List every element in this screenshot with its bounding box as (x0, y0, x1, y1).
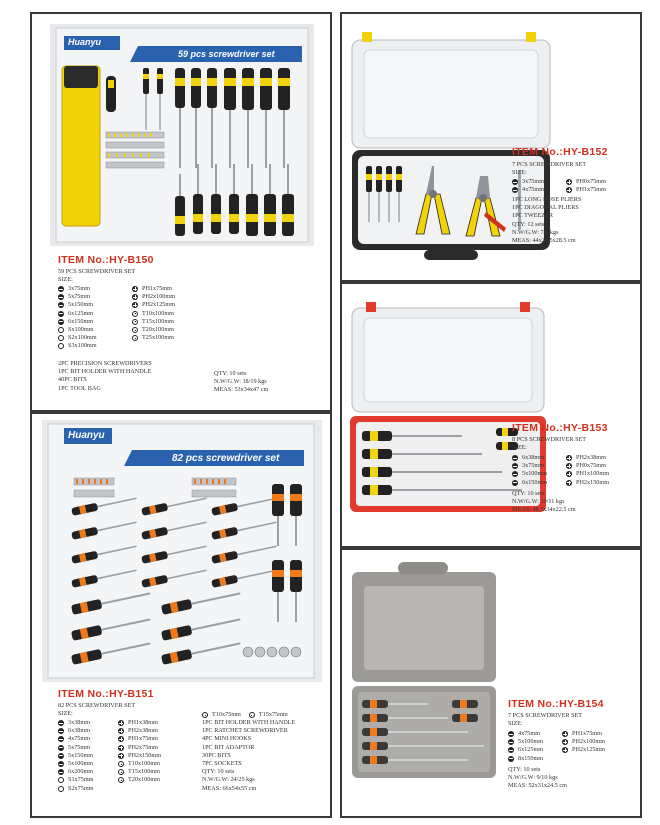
size-row (512, 470, 609, 478)
weight: N.W/G.W: 24/25 kgs (202, 776, 255, 784)
size-value: 4x75mm (518, 730, 541, 737)
phillips-icon (562, 739, 568, 745)
slotted-icon (58, 769, 64, 775)
size-value: PH2x38mm (128, 727, 158, 735)
slotted-icon (508, 731, 514, 737)
size-row (118, 735, 161, 743)
set-name-b154: 7 PCS SCREWDRIVER SET (508, 712, 583, 719)
size-value: PH1x38mm (128, 719, 158, 726)
phillips-icon (566, 471, 572, 477)
item-number-b152: ITEM No.:HY-B152 (512, 146, 608, 158)
spec-description-b153 (512, 436, 586, 452)
slotted-icon (58, 294, 64, 300)
slotted-icon (58, 302, 64, 308)
phillips-icon (118, 753, 124, 759)
item-number-b154: ITEM No.:HY-B154 (508, 698, 604, 710)
size-value: 3x75mm (68, 285, 91, 292)
torx-icon (202, 712, 208, 718)
size-row (512, 178, 606, 186)
slotted-icon (508, 739, 514, 745)
extra-item: 1PC LONG NOSE PLIERS (512, 196, 582, 203)
set-name-b152: 7 PCS SCREWDRIVER SET (512, 161, 587, 168)
size-column-left-b150 (58, 285, 97, 351)
torx-icon (118, 769, 124, 775)
size-row (58, 301, 97, 309)
size-row (508, 730, 605, 738)
size-value: 6x125mm (518, 746, 544, 754)
extra-item: 1PC RATCHET SCREWDRIVER (202, 727, 288, 735)
torx-icon (118, 761, 124, 767)
product-panel-b151 (30, 412, 332, 818)
size-value: 5x75mm (68, 293, 91, 301)
product-photo-b154 (348, 558, 500, 782)
size-value: PH1x75mm (128, 735, 158, 743)
slotted-icon (58, 720, 64, 726)
size-value: 4x75mm (522, 186, 545, 194)
spec-description-b154 (508, 712, 582, 728)
size-value: 5x100mm (68, 759, 94, 767)
size-value: 6x150mm (68, 317, 94, 325)
measurement: MEAS: 66x54x55 cm (202, 784, 257, 792)
set-name-b150: 59 PCS SCREWDRIVER SET (58, 268, 136, 275)
slotted-icon (512, 471, 518, 477)
phillips-icon (132, 302, 138, 308)
product-panel-b154 (340, 548, 642, 818)
measurement: MEAS: 52x31x24.5 cm (508, 782, 567, 790)
phillips-icon (566, 187, 572, 193)
size-row (58, 719, 93, 727)
phillips-icon (118, 728, 124, 734)
size-value: T20x100mm (128, 776, 160, 784)
size-row (202, 711, 288, 719)
size-row (58, 318, 97, 326)
extra-item: 7PC SOCKETS (202, 759, 242, 767)
spec-description-b150 (58, 268, 135, 284)
size-pairs-b152 (512, 178, 606, 194)
slotted-icon (512, 187, 518, 193)
packing-info-b153 (512, 490, 576, 515)
size-value: S2x100mm (68, 334, 97, 342)
slotted-icon (58, 736, 64, 742)
size-value: 6x125mm (68, 309, 94, 317)
size-value: T10x100mm (142, 309, 174, 317)
set-name-b153: 8 PCS SCREWDRIVER SET (512, 436, 587, 443)
size-value: PH2x125mm (572, 746, 606, 754)
size-value: 8x150mm (518, 754, 544, 762)
size-row (118, 752, 161, 760)
torx-icon (249, 712, 255, 718)
size-value: T10x100mm (128, 759, 160, 767)
extra-item: 2PC PRECISION SCREWDRIVERS (58, 360, 152, 367)
size-row (118, 719, 161, 727)
phillips-icon (132, 286, 138, 292)
size-label-b151: SIZE: (58, 710, 73, 718)
size-row (58, 744, 93, 752)
size-row (512, 186, 606, 194)
size-value: 6x150mm (522, 478, 548, 486)
size-value: T20x100mm (142, 325, 174, 333)
brand-logo-b151: Huanyu (68, 430, 105, 441)
size-row (118, 727, 161, 735)
size-value: T10x75mm (212, 711, 241, 718)
size-pairs-b154 (508, 730, 605, 763)
slotted-icon (58, 728, 64, 734)
torx-icon (132, 311, 138, 317)
size-row (118, 744, 161, 752)
size-label-b150: SIZE: (58, 276, 73, 284)
size-value: 4x75mm (68, 735, 91, 743)
size-row (508, 738, 605, 746)
size-value: PH2x75mm (128, 743, 158, 751)
size-row (132, 326, 175, 334)
brand-logo-b150: Huanyu (68, 37, 102, 47)
phillips-icon (562, 731, 568, 737)
qty: QTY: 12 sets (512, 220, 545, 228)
size-value: 6x38mm (522, 454, 545, 461)
extra-item: 1PC TOOL BAG (58, 384, 101, 392)
extras-list-b151 (202, 719, 295, 793)
product-panel-b153 (340, 282, 642, 548)
extra-item: 1PC BIT ADAPTOR (202, 743, 255, 751)
weight: N.W/G.W: 10/11 kgs (512, 498, 565, 506)
set-banner-b150: 59 pcs screwdriver set (178, 49, 275, 59)
slotted-icon (512, 463, 518, 469)
size-row (508, 755, 605, 763)
slotted-icon (512, 179, 518, 185)
extra-item: 30PC BITS (202, 751, 231, 759)
size-row (58, 735, 93, 743)
size-label-b152: SIZE: (512, 169, 527, 177)
qty: QTY: 10 sets (512, 490, 545, 497)
extra-item: 1PC TWEEZER (512, 212, 553, 220)
size-value: PH2x150mm (128, 751, 162, 759)
size-row (58, 727, 93, 735)
product-photo-b151 (42, 420, 322, 682)
screwdriver-case-b154-image (348, 558, 500, 782)
item-number-b153: ITEM No.:HY-B153 (512, 422, 608, 434)
qty: QTY: 10 sets (214, 370, 247, 377)
extras-list-b150 (58, 360, 152, 393)
qty: QTY: 10 sets (508, 766, 541, 773)
size-column-mid-b151 (118, 719, 161, 785)
size-row (508, 746, 605, 754)
torx-row-b151 (202, 711, 288, 719)
torx-icon (132, 319, 138, 325)
size-value: 3x75mm (522, 462, 545, 470)
torx-icon (132, 327, 138, 333)
size-column-right-b150 (132, 285, 175, 342)
product-panel-b152 (340, 12, 642, 282)
torx-icon (118, 777, 124, 783)
size-row (132, 285, 175, 293)
phillips-icon (118, 736, 124, 742)
square-icon (58, 343, 64, 349)
size-row (58, 785, 93, 793)
slotted-icon (512, 455, 518, 461)
size-value: PH2x100mm (572, 738, 606, 746)
item-number-b151: ITEM No.:HY-B151 (58, 688, 154, 700)
extra-item: 4PC MINI HOOKS (202, 735, 252, 743)
size-value: 3x75mm (522, 178, 545, 185)
weight: N.W/G.W: 18/19 kgs (214, 378, 267, 386)
slotted-icon (58, 753, 64, 759)
size-value: Sx100mm (68, 325, 94, 333)
size-value: 5x150mm (68, 301, 94, 309)
slotted-icon (58, 286, 64, 292)
size-label-b153: SIZE: (512, 444, 527, 452)
slotted-icon (58, 319, 64, 325)
size-row (118, 776, 161, 784)
size-row (512, 479, 609, 487)
size-value: 5x150mm (68, 751, 94, 759)
phillips-icon (566, 463, 572, 469)
size-row (58, 326, 97, 334)
spec-description-b152 (512, 161, 586, 177)
phillips-icon (566, 179, 572, 185)
set-name-b151: 82 PCS SCREWDRIVER SET (58, 702, 136, 709)
slotted-icon (508, 747, 514, 753)
size-row (512, 454, 609, 462)
size-row (118, 760, 161, 768)
slotted-icon (58, 311, 64, 317)
slotted-icon (58, 745, 64, 751)
measurement: MEAS: 53x34x47 cm (214, 386, 269, 394)
extra-item: 1PC DIAGONAL PLIERS (512, 204, 579, 212)
size-value: PH1x75mm (142, 285, 172, 292)
phillips-icon (562, 747, 568, 753)
size-value: PH0x75mm (576, 462, 606, 470)
size-value: PH0x75mm (576, 178, 606, 185)
size-row (58, 776, 93, 784)
size-value: T15x75mm (258, 711, 288, 718)
size-value: 5x100mm (522, 470, 548, 478)
square-icon (58, 786, 64, 792)
size-value: 3x38mm (68, 719, 91, 726)
phillips-icon (566, 480, 572, 486)
slotted-icon (508, 756, 514, 762)
measurement: MEAS: 44x27.5x28.5 cm (512, 236, 576, 244)
phillips-icon (566, 455, 572, 461)
size-value: PH1x75mm (572, 730, 602, 737)
size-value: PH2x125mm (142, 301, 176, 309)
product-panel-b150 (30, 12, 332, 412)
spec-description-b151 (58, 702, 135, 718)
size-value: 6x38mm (68, 727, 91, 735)
size-value: PH2x100mm (142, 293, 176, 301)
square-icon (58, 777, 64, 783)
extra-item: 1PC BIT HOLDER WITH HANDLE (58, 368, 152, 376)
size-row (58, 334, 97, 342)
size-value: PH1x100mm (576, 470, 610, 478)
size-row (58, 752, 93, 760)
size-column-left-b151 (58, 719, 93, 793)
size-value: 6x200mm (68, 768, 94, 776)
size-value: T25x100mm (142, 334, 174, 342)
item-number-b150: ITEM No.:HY-B150 (58, 254, 154, 266)
slotted-icon (512, 480, 518, 486)
size-row (58, 768, 93, 776)
size-value: T15x100mm (142, 317, 174, 325)
size-row (132, 301, 175, 309)
weight: N.W/G.W: 9/10 kgs (508, 774, 558, 782)
size-row (512, 462, 609, 470)
size-value: PH1x75mm (576, 186, 606, 194)
phillips-icon (118, 720, 124, 726)
weight: N.W/G.W: 7/8 kgs (512, 228, 559, 236)
product-photo-b150 (50, 24, 314, 246)
square-icon (58, 335, 64, 341)
size-value: 5x100mm (518, 738, 544, 746)
extra-item: 40PC BITS (58, 376, 87, 384)
size-row (58, 760, 93, 768)
square-icon (58, 327, 64, 333)
size-row (58, 310, 97, 318)
size-value: PH2x38mm (576, 454, 606, 461)
size-value: 5x75mm (68, 743, 91, 751)
size-value: S3x100mm (68, 342, 97, 350)
phillips-icon (118, 745, 124, 751)
size-row (58, 285, 97, 293)
phillips-icon (132, 294, 138, 300)
size-row (132, 310, 175, 318)
size-value: S2x75mm (68, 784, 94, 792)
torx-icon (132, 335, 138, 341)
size-row (132, 318, 175, 326)
size-row (58, 342, 97, 350)
size-pairs-b153 (512, 454, 609, 487)
size-row (118, 768, 161, 776)
qty: QTY: 10 sets (202, 768, 235, 776)
packing-info-b154 (508, 766, 567, 791)
size-label-b154: SIZE: (508, 720, 523, 728)
size-row (58, 293, 97, 301)
measurement: MEAS: 48.5x34x22.5 cm (512, 506, 576, 514)
size-value: PH2x150mm (576, 478, 610, 486)
extras-list-b152 (512, 196, 581, 245)
size-row (132, 334, 175, 342)
set-banner-b151: 82 pcs screwdriver set (172, 453, 280, 464)
packing-info-b150 (214, 370, 268, 395)
slotted-icon (58, 761, 64, 767)
extra-item: 1PC BIT HOLDER WITH HANDLE (202, 719, 296, 726)
size-value: T15x100mm (128, 768, 160, 776)
size-value: S1x75mm (68, 776, 94, 784)
size-row (132, 293, 175, 301)
